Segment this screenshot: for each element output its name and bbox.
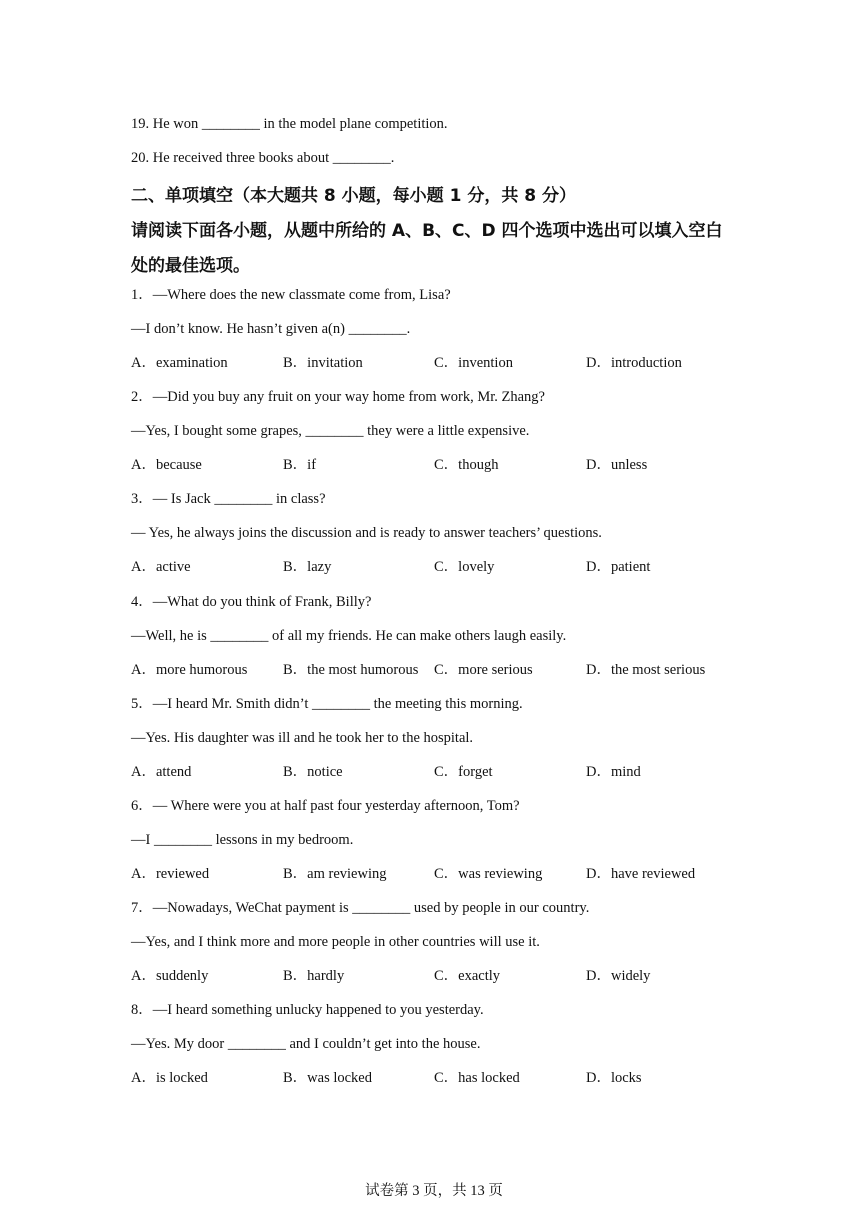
- question-text: 1．—Where does the new classmate come from, Lisa?: [131, 287, 451, 303]
- question-text: 8．—I heard something unlucky happened to you yesterday.: [131, 1002, 484, 1019]
- answer-option-a: A．more humorous: [131, 661, 248, 678]
- answer-option-a: A．attend: [131, 763, 192, 780]
- answer-option-c: C．has locked: [434, 1070, 520, 1087]
- question-19: 19. He won ________ in the model plane competition.: [131, 116, 448, 132]
- question-response: —Yes, and I think more and more people in other countries will use it.: [131, 934, 540, 951]
- question-text: 4．—What do you think of Frank, Billy?: [131, 593, 372, 610]
- answer-option-b: B．am reviewing: [283, 866, 387, 882]
- answer-option-b: B．was locked: [283, 1070, 372, 1087]
- question-response: —Yes. My door ________ and I couldn’t get into the house.: [131, 1036, 481, 1053]
- section-instruction-2: 处的最佳选项。: [131, 256, 250, 276]
- answer-option-c: C．lovely: [434, 559, 495, 576]
- answer-option-d: D．introduction: [586, 355, 682, 371]
- question-text: 7．—Nowadays, WeChat payment is ________ used by people in our country.: [131, 900, 590, 917]
- answer-option-d: D．patient: [586, 559, 651, 576]
- answer-option-c: C．exactly: [434, 968, 501, 985]
- answer-option-a: A．active: [131, 559, 191, 576]
- answer-option-c: C．invention: [434, 355, 513, 371]
- answer-option-d: D．locks: [586, 1070, 642, 1087]
- answer-option-b: B．the most humorous: [283, 661, 419, 678]
- answer-option-a: A．is locked: [131, 1070, 208, 1087]
- question-20: 20. He received three books about ________.: [131, 150, 395, 166]
- answer-option-a: A．reviewed: [131, 866, 210, 882]
- answer-option-c: C．more serious: [434, 661, 533, 678]
- question-text: 5．—I heard Mr. Smith didn’t ________ the meeting this morning.: [131, 695, 523, 712]
- answer-option-a: A．examination: [131, 355, 228, 371]
- answer-option-d: D．unless: [586, 457, 648, 474]
- question-response: — Yes, he always joins the discussion and is ready to answer teachers’ questions.: [131, 525, 602, 542]
- answer-option-a: A．because: [131, 457, 202, 474]
- answer-option-b: B．notice: [283, 763, 343, 780]
- answer-option-a: A．suddenly: [131, 968, 209, 985]
- page-footer: 试卷第 3 页，共 13 页: [365, 1183, 503, 1199]
- answer-option-d: D．mind: [586, 763, 641, 780]
- section-title: 二、单项填空（本大题共 8 小题，每小题 1 分，共 8 分）: [131, 186, 576, 206]
- question-response: —Yes, I bought some grapes, ________ they were a little expensive.: [131, 423, 530, 440]
- question-response: —I don’t know. He hasn’t given a(n) ________.: [131, 321, 411, 337]
- answer-option-d: D．widely: [586, 968, 651, 985]
- answer-option-b: B．invitation: [283, 355, 363, 371]
- question-text: 3．— Is Jack ________ in class?: [131, 491, 326, 508]
- answer-option-d: D．have reviewed: [586, 866, 696, 882]
- question-text: 2．—Did you buy any fruit on your way home from work, Mr. Zhang?: [131, 389, 545, 406]
- answer-option-c: C．was reviewing: [434, 866, 543, 882]
- question-response: —Yes. His daughter was ill and he took her to the hospital.: [131, 729, 474, 746]
- answer-option-b: B．hardly: [283, 968, 345, 985]
- answer-option-b: B．if: [283, 457, 317, 474]
- answer-option-c: C．forget: [434, 763, 493, 780]
- answer-option-d: D．the most serious: [586, 661, 706, 678]
- answer-option-c: C．though: [434, 457, 499, 474]
- question-response: —Well, he is ________ of all my friends. He can make others laugh easily.: [131, 627, 567, 644]
- answer-option-b: B．lazy: [283, 559, 332, 576]
- question-response: —I ________ lessons in my bedroom.: [131, 832, 354, 848]
- question-text: 6．— Where were you at half past four yesterday afternoon, Tom?: [131, 798, 520, 814]
- section-instruction-1: 请阅读下面各小题，从题中所给的 A、B、C、D 四个选项中选出可以填入空白: [131, 221, 723, 241]
